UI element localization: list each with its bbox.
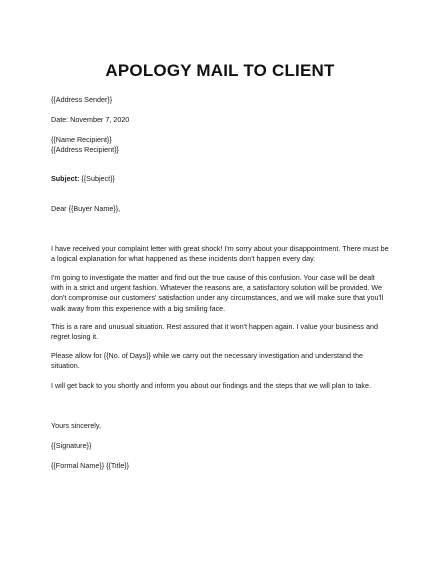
address-sender: {{Address Sender}}	[51, 95, 113, 104]
signature: {{Signature}}	[51, 441, 92, 450]
closing: Yours sincerely,	[51, 421, 101, 430]
salutation: Dear {{Buyer Name}},	[51, 204, 121, 213]
name-recipient: {{Name Recipient}}	[51, 135, 112, 144]
subject-label: Subject:	[51, 174, 80, 183]
body-paragraph: I have received your complaint letter with great shock! I'm sorry about your disappointment. There must be a logical explanation for what happened as these incidents don't happen every day.	[51, 244, 389, 264]
letter-date: Date: November 7, 2020	[51, 115, 130, 124]
document-title: APOLOGY MAIL TO CLIENT	[105, 61, 335, 80]
body-paragraph: I'm going to investigate the matter and find out the true cause of this confusion. Your case will be dealt with in a strict and urgent fashion. Whatever the reasons are, a satisfactory solution will be provided. We don't compromise our customers' satisfaction under any circumstances, and we will make sure that you'll walk away from this experience with a big smiling face.	[51, 273, 384, 313]
subject-value: {{Subject}}	[79, 174, 115, 183]
formal-name: {{Formal Name}} {{Title}}	[51, 461, 130, 470]
body-paragraph: This is a rare and unusual situation. Rest assured that it won't happen again. I value your business and regret losing it.	[51, 322, 379, 342]
body-paragraph: Please allow for {{No. of Days}} while we carry out the necessary investigation and understand the situation.	[51, 351, 364, 371]
body-paragraph: I will get back to you shortly and inform you about our findings and the steps that we will plan to take.	[51, 381, 372, 390]
subject-line	[51, 174, 115, 184]
address-recipient: {{Address Recipient}}	[51, 145, 119, 154]
